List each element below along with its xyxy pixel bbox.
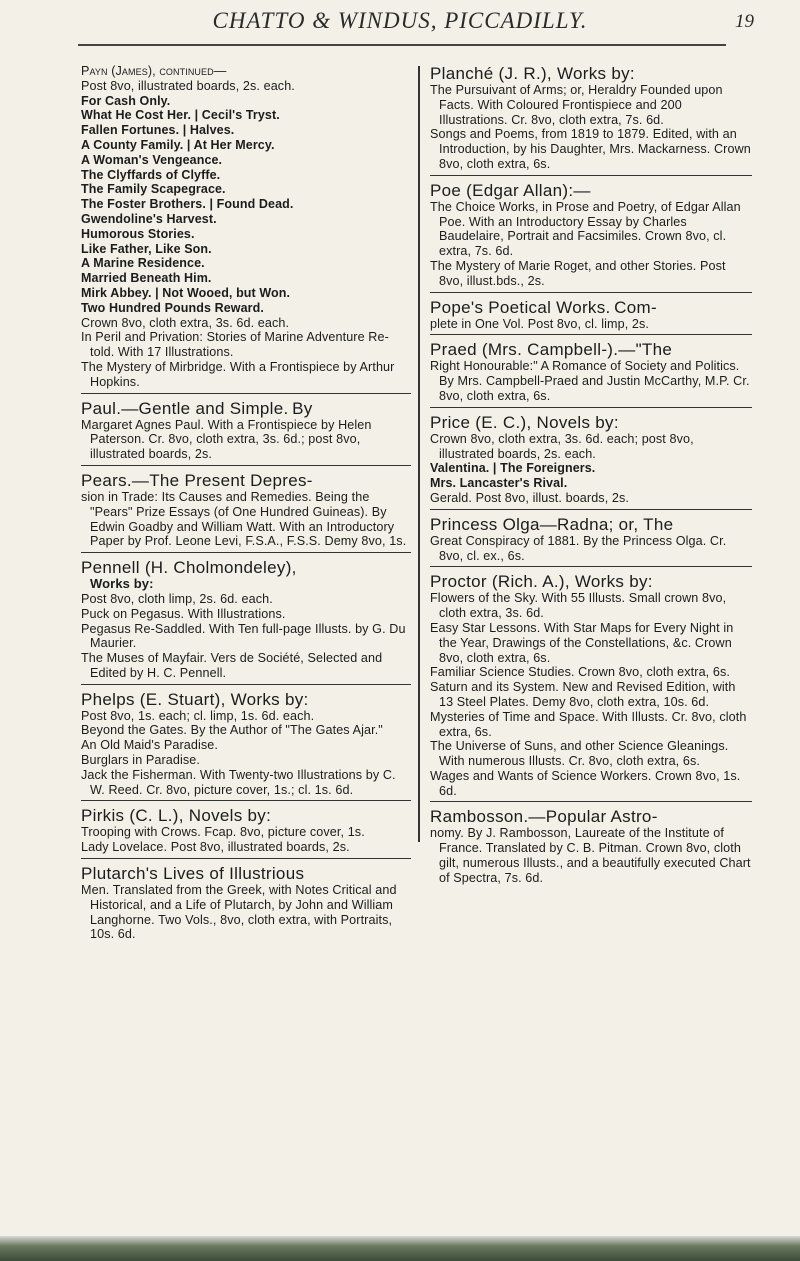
poe-heading: Poe (Edgar Allan):—	[430, 180, 591, 200]
payn-crown-price: Crown 8vo, cloth extra, 3s. 6d. each.	[81, 315, 290, 330]
praed-heading: Praed (Mrs. Campbell-).—"The	[430, 340, 673, 360]
divider	[430, 509, 752, 510]
price-heading: Price (E. C.), Novels by:	[430, 412, 619, 432]
left-column	[81, 64, 411, 942]
divider	[430, 175, 752, 176]
proctor-heading: Proctor (Rich. A.), Works by:	[430, 572, 653, 592]
right-column	[430, 64, 752, 886]
plutarch-heading: Plutarch's Lives of Illustrious	[81, 864, 305, 884]
divider	[430, 801, 752, 802]
pennell-price: Post 8vo, cloth limp, 2s. 6d. each.	[81, 591, 273, 606]
payn-title-9: Gwendoline's Harvest.	[81, 211, 217, 226]
poe-mystery: The Mystery of Marie Roget, and other Stories. Post 8vo, illust.bds., 2s.	[430, 258, 726, 288]
entry-proctor	[430, 572, 752, 798]
pope-heading: Pope's Poetical Works.	[430, 297, 611, 317]
payn-title-8: The Foster Brothers. | Found Dead.	[81, 197, 294, 212]
price-gerald: Gerald. Post 8vo, illust. boards, 2s.	[430, 490, 629, 505]
price-titles: Valentina. | The Foreigners.	[430, 461, 596, 476]
entry-phelps	[81, 690, 411, 798]
pennell-puck: Puck on Pegasus. With Illustrations.	[81, 606, 286, 621]
proctor-mysteries: Mysteries of Time and Space. With Illusts. Cr. 8vo, cloth extra, 6s.	[430, 709, 747, 739]
price-rival: Mrs. Lancaster's Rival.	[430, 476, 568, 491]
payn-title-6: The Clyffards of Clyffe.	[81, 167, 221, 182]
running-header	[0, 8, 800, 44]
entry-pears	[81, 471, 411, 549]
page-number: 19	[735, 11, 754, 32]
planche-songs: Songs and Poems, from 1819 to 1879. Edited, with an Introduction, by his Daughter, Mrs. Mackarness. Crown 8vo, cloth extra, 6s.	[430, 127, 751, 171]
payn-title-3: Fallen Fortunes. | Halves.	[81, 123, 235, 138]
olga-text: Great Conspiracy of 1881. By the Princess Olga. Cr. 8vo, cl. ex., 6s.	[430, 533, 727, 563]
pirkis-lady: Lady Lovelace. Post 8vo, illustrated boards, 2s.	[81, 840, 350, 855]
payn-title-15: Two Hundred Pounds Reward.	[81, 300, 264, 315]
pears-heading: Pears.—The Present Depres-	[81, 470, 313, 490]
phelps-old-maid: An Old Maid's Paradise.	[81, 738, 219, 753]
entry-olga	[430, 515, 752, 564]
column-divider	[418, 66, 420, 842]
plutarch-text: Men. Translated from the Greek, with Notes Critical and Historical, and a Life of Plutarch, by John and William Langhorne. Two Vols., 8vo, cloth extra, with Portraits, 10s. 6d.	[81, 883, 397, 942]
divider	[81, 552, 411, 553]
payn-title-11: Like Father, Like Son.	[81, 241, 212, 256]
pope-text: plete in One Vol. Post 8vo, cl. limp, 2s.	[430, 316, 649, 331]
divider	[430, 334, 752, 335]
phelps-price: Post 8vo, 1s. each; cl. limp, 1s. 6d. each.	[81, 708, 315, 723]
payn-title-10: Humorous Stories.	[81, 226, 195, 241]
entry-paul	[81, 399, 411, 462]
pennell-heading: Pennell (H. Cholmondeley),	[81, 558, 297, 578]
phelps-jack: Jack the Fisherman. With Twenty-two Illustrations by C. W. Reed. Cr. 8vo, picture cover, 1s.; cl. 1s. 6d.	[81, 767, 396, 797]
payn-price: Post 8vo, illustrated boards, 2s. each.	[81, 78, 295, 93]
entry-payn	[81, 64, 411, 390]
entry-pirkis	[81, 806, 411, 855]
paul-by: By	[292, 398, 313, 418]
entry-plutarch	[81, 864, 411, 942]
header-rule	[78, 44, 726, 46]
payn-peril: In Peril and Privation: Stories of Marine Adventure Re-told. With 17 Illustrations.	[81, 330, 389, 360]
pennell-pegasus: Pegasus Re-Saddled. With Ten full-page Illusts. by G. Du Maurier.	[81, 621, 406, 651]
pope-com: Com-	[614, 297, 657, 317]
proctor-saturn: Saturn and its System. New and Revised Edition, with 13 Steel Plates. Demy 8vo, cloth extra, 10s. 6d.	[430, 680, 736, 709]
divider	[81, 465, 411, 466]
divider	[81, 684, 411, 685]
pirkis-trooping: Trooping with Crows. Fcap. 8vo, picture cover, 1s.	[81, 825, 365, 840]
divider	[81, 800, 411, 801]
entry-rambosson	[430, 807, 752, 885]
payn-mystery: The Mystery of Mirbridge. With a Frontispiece by Arthur Hopkins.	[81, 359, 395, 389]
proctor-flowers: Flowers of the Sky. With 55 Illusts. Small crown 8vo, cloth extra, 3s. 6d.	[430, 591, 727, 621]
praed-text: Right Honourable:" A Romance of Society and Politics. By Mrs. Campbell-Praed and Justin McCarthy, M.P. Cr. 8vo, cloth extra, 6s.	[430, 359, 750, 403]
rambosson-text: nomy. By J. Rambosson, Laureate of the Institute of France. Translated by C. B. Pitman. Crown 8vo, cloth gilt, numerous Illusts., and a beautifully executed Chart of Spectra, 7s. 6d.	[430, 826, 751, 885]
page-header-title: CHATTO & WINDUS, PICCADILLY.	[212, 8, 588, 33]
payn-title-5: A Woman's Vengeance.	[81, 152, 223, 167]
payn-title-1: For Cash Only.	[81, 93, 171, 108]
pears-text: sion in Trade: Its Causes and Remedies. Being the "Pears" Prize Essays (of One Hundred Guineas). By Edwin Goadby and William Watt. With an Introductory Paper by Prof. Leone Levi, F.S.A., F.S.S. Demy 8vo, 1s.	[81, 489, 407, 549]
planche-pursuivant: The Pursuivant of Arms; or, Heraldry Founded upon Facts. With Coloured Frontispiece and 200 Illustrations. Cr. 8vo, cloth extra, 7s. 6d.	[430, 83, 723, 127]
phelps-beyond: Beyond the Gates. By the Author of "The Gates Ajar."	[81, 723, 383, 738]
rambosson-heading: Rambosson.—Popular Astro-	[430, 807, 658, 827]
entry-poe	[430, 181, 752, 289]
divider	[430, 407, 752, 408]
price-crown: Crown 8vo, cloth extra, 3s. 6d. each; post 8vo, illustrated boards, 2s. each.	[430, 431, 694, 461]
payn-title-7: The Family Scapegrace.	[81, 182, 226, 197]
entry-planche	[430, 64, 752, 172]
page-edge-band	[0, 1236, 800, 1261]
phelps-burglars: Burglars in Paradise.	[81, 753, 200, 768]
paul-text: Margaret Agnes Paul. With a Frontispiece by Helen Paterson. Cr. 8vo, cloth extra, 3s. 6d.; post 8vo, illustrated boards, 2s.	[81, 417, 372, 462]
payn-heading: Payn (James), continued—	[81, 64, 227, 78]
divider	[81, 393, 411, 394]
divider	[81, 858, 411, 859]
paul-heading: Paul.—Gentle and Simple.	[81, 398, 289, 418]
proctor-familiar: Familiar Science Studies. Crown 8vo, cloth extra, 6s.	[430, 665, 730, 680]
divider	[430, 566, 752, 567]
planche-heading: Planché (J. R.), Works by:	[430, 64, 635, 83]
olga-heading: Princess Olga—Radna; or, The	[430, 514, 674, 534]
poe-choice: The Choice Works, in Prose and Poetry, of Edgar Allan Poe. With an Introductory Essay by Charles Baudelaire, Portrait and Facsimiles. Crown 8vo, cl. extra, 7s. 6d.	[430, 199, 741, 259]
entry-praed	[430, 340, 752, 403]
pennell-muses: The Muses of Mayfair. Vers de Société, Selected and Edited by H. C. Pennell.	[81, 651, 383, 680]
entry-pope	[430, 298, 752, 332]
payn-title-4: A County Family. | At Her Mercy.	[81, 137, 275, 152]
proctor-easy: Easy Star Lessons. With Star Maps for Every Night in the Year, Drawings of the Constellations, &c. Crown 8vo, cloth extra, 6s.	[430, 620, 734, 665]
pennell-works: Works by:	[90, 576, 154, 592]
payn-title-12: A Marine Residence.	[81, 256, 205, 271]
pirkis-heading: Pirkis (C. L.), Novels by:	[81, 806, 272, 826]
phelps-heading: Phelps (E. Stuart), Works by:	[81, 689, 309, 709]
entry-price	[430, 413, 752, 506]
divider	[430, 292, 752, 293]
proctor-universe: The Universe of Suns, and other Science Gleanings. With numerous Illusts. Cr. 8vo, cloth extra, 6s.	[430, 739, 729, 769]
proctor-wages: Wages and Wants of Science Workers. Crown 8vo, 1s. 6d.	[430, 768, 741, 798]
entry-pennell	[81, 558, 411, 681]
payn-title-2: What He Cost Her. | Cecil's Tryst.	[81, 108, 280, 123]
payn-title-14: Mirk Abbey. | Not Wooed, but Won.	[81, 285, 291, 300]
payn-title-13: Married Beneath Him.	[81, 271, 212, 286]
